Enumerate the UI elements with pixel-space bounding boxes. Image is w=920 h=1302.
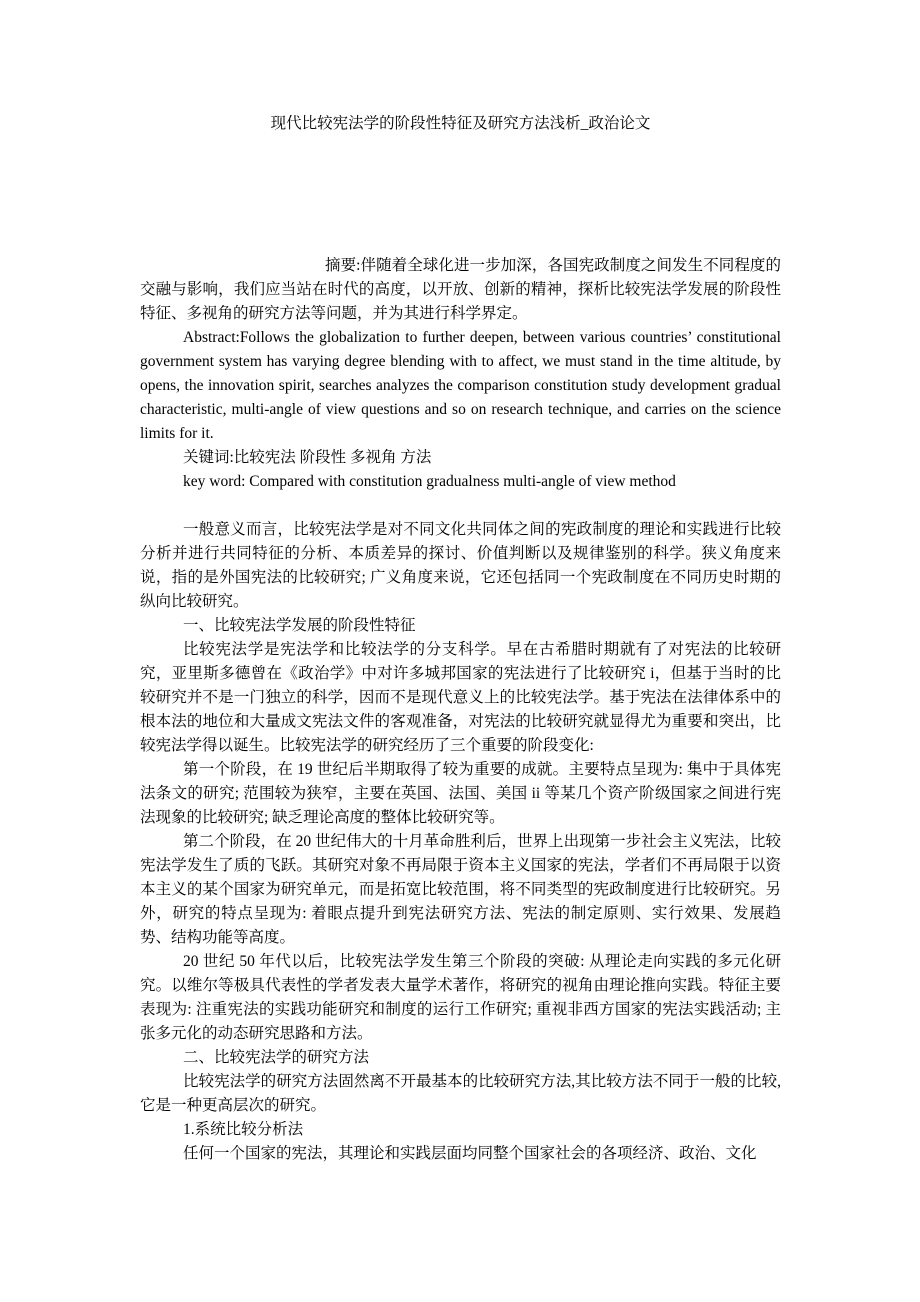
paragraph-abstract-en: Abstract:Follows the globalization to further deepen, between various countries’ constitutional government system has varying degree blending with to affect, we must stand in the time altitude, by opens, the innovation spirit, searches analyzes the comparison constitution study development gradual characteristic, multi-angle of view questions and so on research technique, and carries on the science limits for it. bbox=[140, 329, 781, 442]
section-heading-2: 二、比较宪法学的研究方法 bbox=[183, 1049, 370, 1066]
paragraph-abstract-zh: 摘要:伴随着全球化进一步加深，各国宪政制度之间发生不同程度的交融与影响，我们应当站在时代的高度，以开放、创新的精神，探析比较宪法学发展的阶段性特征、多视角的研究方法等问题，并为其进行科学界定。 bbox=[140, 257, 781, 322]
paragraph-intro: 一般意义而言，比较宪法学是对不同文化共同体之间的宪政制度的理论和实践进行比较分析并进行共同特征的分析、本质差异的探讨、价值判断以及规律鉴别的科学。狭义角度来说，指的是外国宪法的比较研究; 广义角度来说，它还包括同一个宪政制度在不同历史时期的纵向比较研究。 bbox=[140, 521, 781, 610]
paragraph-methods-intro: 比较宪法学的研究方法固然离不开最基本的比较研究方法,其比较方法不同于一般的比较, 它是一种更高层次的研究。 bbox=[140, 1073, 781, 1114]
paragraph-stage-two: 第二个阶段，在 20 世纪伟大的十月革命胜利后，世界上出现第一步社会主义宪法，比较宪法学发生了质的飞跃。其研究对象不再局限于资本主义国家的宪法，学者们不再局限于以资本主义的某个国家为研究单元，而是拓宽比较范围，将不同类型的宪政制度进行比较研究。另外，研究的特点呈现为: 着眼点提升到宪法研究方法、宪法的制定原则、实行效果、发展趋势、结构功能等高度。 bbox=[140, 833, 781, 946]
method-1-heading: 1.系统比较分析法 bbox=[183, 1121, 304, 1138]
section-heading-1: 一、比较宪法学发展的阶段性特征 bbox=[183, 617, 416, 634]
paragraph-stage-three: 20 世纪 50 年代以后，比较宪法学发生第三个阶段的突破: 从理论走向实践的多元化研究。以维尔等极具代表性的学者发表大量学术著作，将研究的视角由理论推向实践。特征主要表现为: 注重宪法的实践功能研究和制度的运行工作研究; 重视非西方国家的宪法实践活动; 主张多元化的动态研究思路和方法。 bbox=[140, 953, 781, 1042]
paragraph-keywords-en: key word: Compared with constitution gradualness multi-angle of view method bbox=[183, 473, 676, 490]
paragraph-method-1-body: 任何一个国家的宪法，其理论和实践层面均同整个国家社会的各项经济、政治、文化 bbox=[183, 1145, 757, 1162]
paragraph-history-overview: 比较宪法学是宪法学和比较法学的分支科学。早在古希腊时期就有了对宪法的比较研究，亚里斯多德曾在《政治学》中对许多城邦国家的宪法进行了比较研究 i，但基于当时的比较研究并不是一门独立的科学，因而不是现代意义上的比较宪法学。基于宪法在法律体系中的根本法的地位和大量成文宪法文件的客观准备，对宪法的比较研究就显得尤为重要和突出，比较宪法学得以诞生。比较宪法学的研究经历了三个重要的阶段变化: bbox=[140, 641, 781, 754]
paragraph-keywords-zh: 关键词:比较宪法 阶段性 多视角 方法 bbox=[183, 449, 432, 466]
paragraph-stage-one: 第一个阶段，在 19 世纪后半期取得了较为重要的成就。主要特点呈现为: 集中于具体宪法条文的研究; 范围较为狭窄，主要在英国、法国、美国 ii 等某几个资产阶级国家之间进行宪法现象的比较研究; 缺乏理论高度的整体比较研究等。 bbox=[140, 761, 781, 826]
document-title: 现代比较宪法学的阶段性特征及研究方法浅析_政治论文 bbox=[270, 115, 651, 132]
